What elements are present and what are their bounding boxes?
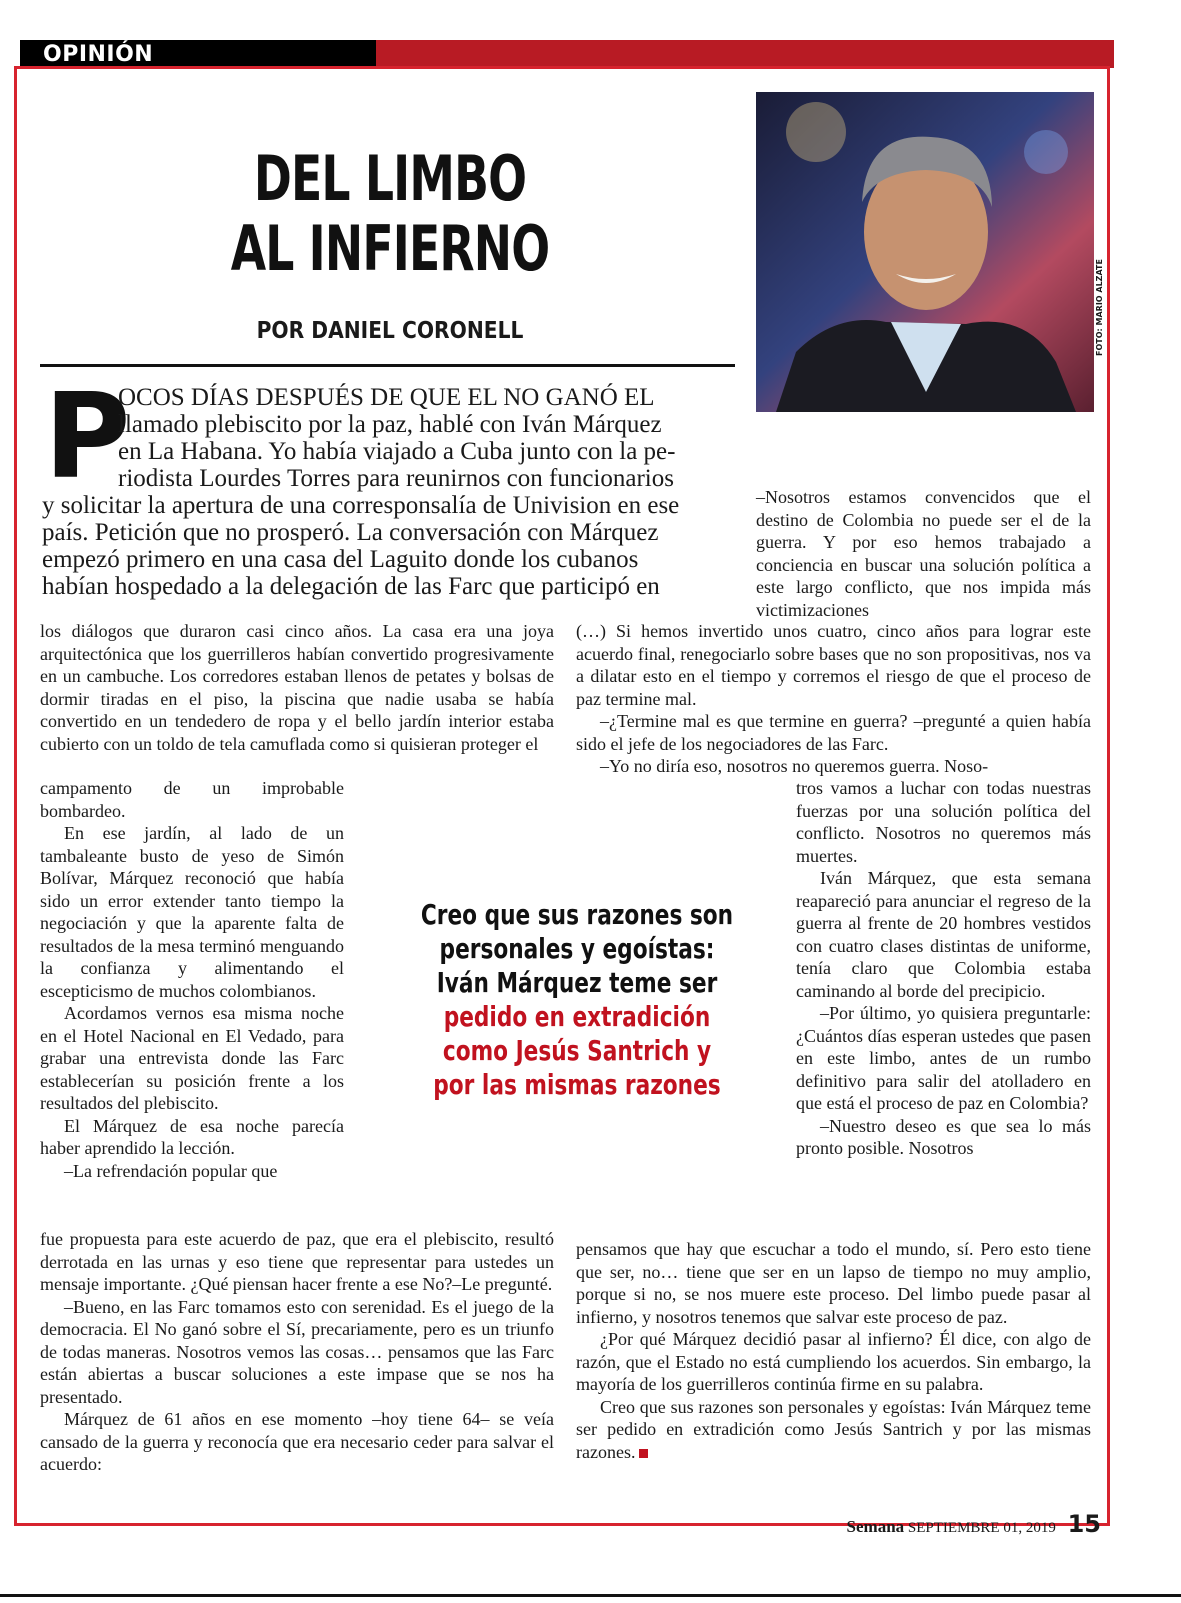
paragraph [576,1396,1091,1464]
pull-quote-line: Creo que sus razones son [420,898,734,931]
closing-text: Creo que sus razones son personales y egoístas: Iván Márquez teme ser pedido en extradición como Jesús Santrich y por las mismas razones. [576,1396,1091,1462]
lead-line: llamado plebiscito por la paz, hablé con Iván Márquez [118,411,662,438]
paragraph: Márquez de 61 años en ese momento –hoy tiene 64– se veía cansado de la guerra y reconocía que era necesario ceder para salvar el acuerdo: [40,1409,554,1474]
right-top-text [756,486,1091,621]
paragraph: Iván Márquez, que esta semana reapareció para anunciar el regreso de la guerra al frente de 20 hombres vestidos con cuatro clases distintas de uniforme, tenía claro que Colombia estaba caminando al borde del precipicio. [796,868,1091,1001]
col2-block-a [576,620,1091,778]
col2-narrow [796,777,1091,1160]
paragraph: ¿Por qué Márquez decidió pasar al infierno? Él dice, con algo de razón, que el Estado no está cumpliendo los acuerdos. Sin embargo, la mayoría de los guerrilleros continúa firme en su palabra. [576,1329,1091,1394]
col1-narrow [40,777,344,1182]
pull-quote-line: personales y egoístas: [439,932,715,965]
page-footer [847,1510,1101,1538]
headline [193,144,587,284]
lead-line: riodista Lourdes Torres para reunirnos con funcionarios [118,465,674,492]
author-photo [756,92,1094,412]
paragraph: –¿Termine mal es que termine en guerra? –pregunté a quien había sido el jefe de los negociadores de las Farc. [576,711,1091,754]
issue-date: SEPTIEMBRE 01, 2019 [907,1520,1056,1536]
headline-line: DEL LIMBO [253,142,527,215]
photo-credit: FOTO: MARIO ALZATE [1095,259,1104,356]
lead-line: en La Habana. Yo había viajado a Cuba junto con la pe- [118,438,676,465]
pull-quote-line-red: por las mismas razones [433,1068,721,1101]
lead-line: y solicitar la apertura de una corresponsalía de Univision en ese [42,492,680,519]
pull-quote-line: Iván Márquez teme ser [436,966,718,999]
pull-quote-line-red: pedido en extradición [443,1000,711,1033]
paragraph: campamento de un improbable bombardeo. [40,778,344,821]
paragraph: tros vamos a luchar con todas nuestras fuerzas por una solución política del conflicto. Nosotros no queremos más muertes. [796,778,1091,866]
paragraph: los diálogos que duraron casi cinco años. La casa era una joya arquitectónica que los guerrilleros habían convertido progresivamente en un cambuche. Los corredores estaban llenos de petates y bolsas de dormir tiradas en el piso, la piscina que nadie usaba se había convertido en un tendedero de ropa y el bello jardín interior estaba cubierto con un toldo de tela camuflada como si quisieran proteger el [40,621,554,754]
lead-line: habían hospedado a la delegación de las Farc que participó en [42,573,660,600]
col1-block-a [40,620,554,755]
bottom-rule [0,1594,1181,1597]
paragraph: –Nosotros estamos convencidos que el destino de Colombia no puede ser el de la guerra. Y por eso hemos trabajado a conciencia en buscar una solución política a este largo conflicto, que nos impida más victimizaciones [756,487,1091,620]
col1-block-b [40,1228,554,1476]
paragraph: Acordamos vernos esa misma noche en el Hotel Nacional en El Vedado, para grabar una entrevista donde las Farc establecerían su posición frente a los resultados del plebiscito. [40,1003,344,1113]
paragraph: pensamos que hay que escuchar a todo el mundo, sí. Pero esto tiene que ser, no… tiene que ser en un lapso de tiempo no muy amplio, porque si no, se nos muere este proceso. Del limbo puede pasar al infierno, y nosotros tenemos que salvar este proceso de paz. [576,1239,1091,1327]
paragraph: En ese jardín, al lado de un tambaleante busto de yeso de Simón Bolívar, Márquez reconoció que había sido un error extender tanto tiempo la negociación y que la aparente falta de resultados de la mesa terminó menguando la confianza y alimentando el escepticismo de muchos colombianos. [40,823,344,1001]
paragraph: El Márquez de esa noche parecía haber aprendido la lección. [40,1115,344,1158]
paragraph: –Nuestro deseo es que sea lo más pronto posible. Nosotros [796,1115,1091,1158]
lead-line: OCOS DÍAS DESPUÉS DE QUE EL NO GANÓ EL [118,384,655,411]
end-mark-icon [639,1449,648,1458]
paragraph: –La refrendación popular que [64,1160,278,1181]
drop-cap: P [44,367,131,505]
paragraph: (…) Si hemos invertido unos cuatro, cinco años para lograr este acuerdo final, renegociarlo sobre bases que no son propositivas, nos va a dilatar esto en el tiempo y corremos el riesgo de que el proceso de paz termine mal. [576,621,1091,709]
lead-line: país. Petición que no prosperó. La conversación con Márquez [42,519,659,546]
page-number: 15 [1067,1510,1101,1538]
pull-quote [409,898,744,1102]
byline: POR DANIEL CORONELL [256,318,524,344]
pull-quote-line-red: como Jesús Santrich y [442,1034,712,1067]
headline-line: AL INFIERNO [230,212,550,285]
lead-line: empezó primero en una casa del Laguito donde los cubanos [42,546,639,573]
paragraph: fue propuesta para este acuerdo de paz, que era el plebiscito, resultó derrotada en las urnas y eso tiene que representar para ustedes un mensaje importante. ¿Qué piensan hacer frente a ese No?–Le pregunté. [40,1229,554,1294]
section-label: OPINIÓN [43,42,154,67]
portrait-illustration [756,92,1094,412]
paragraph: –Yo no diría eso, nosotros no queremos guerra. Noso- [600,756,989,776]
paragraph: –Bueno, en las Farc tomamos esto con serenidad. Es el juego de la democracia. El No ganó sobre el Sí, precariamente, pero es un triunfo de todas maneras. Nosotros vemos las cosas… pensamos que las Farc están abiertas a buscar soluciones a este impase que se nos ha presentado. [40,1296,554,1407]
col2-block-b [576,1238,1091,1463]
headline-rule [40,364,735,367]
magazine-name: Semana [846,1517,905,1536]
paragraph: –Por último, yo quisiera preguntarle: ¿Cuántos días esperan ustedes que pasen en este limbo, antes de un rumbo definitivo para salir del atolladero en que está el proceso de paz en Colombia? [796,1003,1091,1113]
